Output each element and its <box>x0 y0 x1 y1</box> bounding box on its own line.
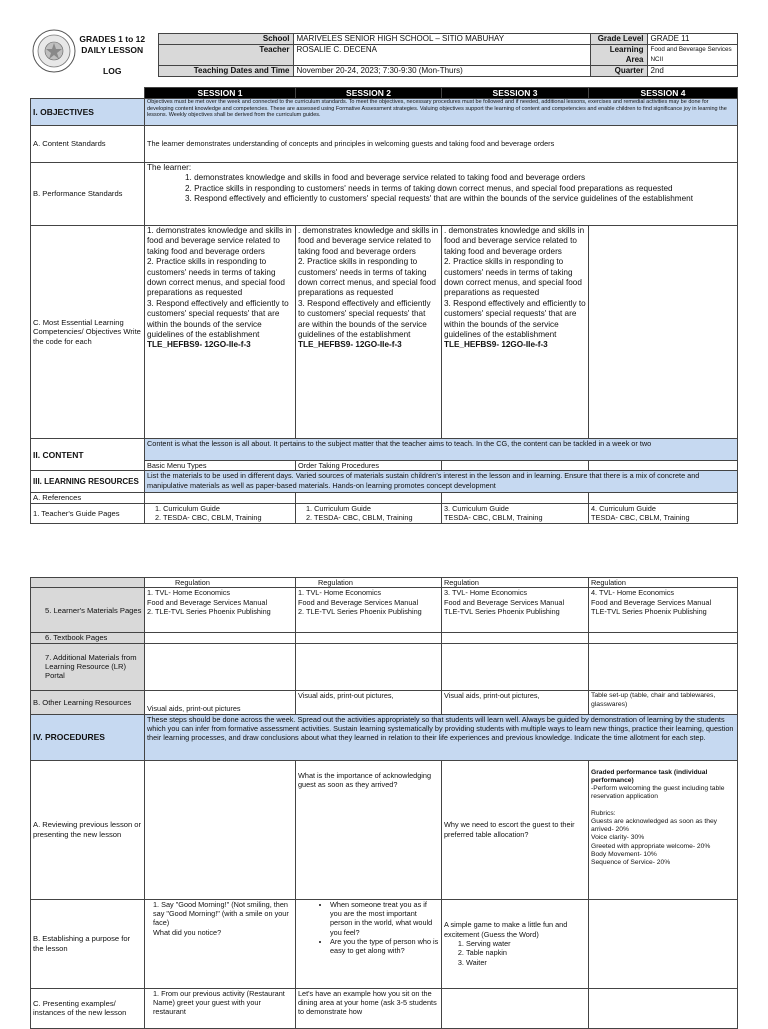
lm-session-4: 4. TVL- Home Economics Food and Beverage Services Manual TLE-TVL Series Phoenix Publishing <box>589 588 738 633</box>
ol-session-2: Visual aids, print-out pictures, <box>296 690 442 714</box>
b-session-3-item-2: 2. Table napkin <box>466 948 586 957</box>
procedures-note: These steps should be done across the week. Spread out the activities appropriately so that students will learn well. Always be guided by demonstration of learning by the students which you can infer from formative assessment activities. Sustain learning systematically by providing students with multiple ways to learn new things, practice their learning, question their learning processes, and draw conclusions about what they learned in relation to their life experiences and previous knowledge. Indicate the time allotment for each step. <box>145 714 738 760</box>
dates-label: Teaching Dates and Time <box>158 66 293 77</box>
lm-session-2: 1. TVL- Home Economics Food and Beverage Services Manual 2. TLE-TVL Series Phoenix Publishing <box>296 588 442 633</box>
regulation-session-3: Regulation <box>442 578 589 588</box>
content-standards-label: A. Content Standards <box>31 126 145 163</box>
graded-task-title: Graded performance task (individual performance) <box>591 768 708 784</box>
regulation-session-4: Regulation <box>589 578 738 588</box>
content-session-2: Order Taking Procedures <box>296 461 442 471</box>
melc-text-2: . demonstrates knowledge and skills in food and beverage service related to taking food and beverage orders 2. Practice skills in responding to customers' needs in terms of taking down correct menus, and special food preparations as requested 3. Respond effectively and efficiently to customers' special requests' that are within the bounds of the service guidelines of the establishment <box>298 226 439 340</box>
procedures-label: IV. PROCEDURES <box>31 714 145 760</box>
performance-item-3: 3. Respond effectively and efficiently to customers' special requests' that are within the bounds of the service guidelines of the establishment <box>185 194 694 204</box>
performance-standards-cell <box>145 163 738 226</box>
tg-session-4: 4. Curriculum Guide TESDA- CBC, CBLM, Training <box>589 503 738 523</box>
purpose-label: B. Establishing a purpose for the lesson <box>31 899 145 988</box>
b-session-2-item-1: • When someone treat you as if you are the most important person in the world, what would you feel? <box>330 900 439 937</box>
melc-code-3: TLE_HEFBS9- 12GO-IIe-f-3 <box>444 340 548 350</box>
school-label: School <box>158 34 293 45</box>
teacher-value: ROSALIE C. DECENA <box>293 45 590 66</box>
melc-session-2 <box>296 226 442 439</box>
a-session-3: Why we need to escort the guest to their preferred table allocation? <box>442 760 589 899</box>
header-table <box>30 33 738 77</box>
session-3-header: SESSION 3 <box>442 88 589 99</box>
a-session-4 <box>589 760 738 899</box>
b-session-2-item-2: • Are you the type of person who is easy to get along with? <box>330 937 439 956</box>
session-4-header: SESSION 4 <box>589 88 738 99</box>
dll-table-part2 <box>30 577 738 1029</box>
dll-table-part1 <box>30 87 738 524</box>
tg-session-2: 1. Curriculum Guide 2. TESDA- CBC, CBLM, Training <box>296 503 442 523</box>
tg-session-1: 1. Curriculum Guide 2. TESDA- CBC, CBLM, Training <box>145 503 296 523</box>
regulation-session-1: Regulation <box>145 578 296 588</box>
school-value: MARIVELES SENIOR HIGH SCHOOL – SITIO MABUHAY <box>293 34 590 45</box>
content-label: II. CONTENT <box>31 439 145 471</box>
learning-area-value: Food and Beverage Services NCII <box>647 45 737 66</box>
performance-item-2: 2. Practice skills in responding to customers' needs in terms of taking down correct menus, and special food preparations as requested <box>185 183 673 193</box>
melc-session-3 <box>442 226 589 439</box>
learning-resources-note: List the materials to be used in different days. Varied sources of materials sustain children's interest in the lesson and in learning. Ensure that there is a mix of concrete and manipulative materials as well as paper-based materials. Hands-on learning promotes concept development <box>145 471 738 493</box>
dates-value: November 20-24, 2023; 7:30-9:30 (Mon-Thurs) <box>293 66 590 77</box>
b-session-3-item-1: 1. Serving water <box>466 939 586 948</box>
a-session-2: What is the importance of acknowledging guest as soon as they arrived? <box>296 760 442 899</box>
learners-materials-label: 5. Learner's Materials Pages <box>31 588 145 633</box>
content-standards-text: The learner demonstrates understanding of concepts and principles in welcoming guests and taking food and beverage orders <box>145 126 738 163</box>
reviewing-lesson-label: A. Reviewing previous lesson or presenting the new lesson <box>31 760 145 899</box>
textbook-pages-label: 6. Textbook Pages <box>31 633 145 643</box>
performance-intro: The learner: <box>147 163 192 172</box>
presenting-examples-label: C. Presenting examples/ instances of the new lesson <box>31 988 145 1028</box>
ol-session-1: Visual aids, print-out pictures <box>145 690 296 714</box>
learning-resources-label: III. LEARNING RESOURCES <box>31 471 145 493</box>
graded-task-body: -Perform welcoming the guest including table reservation application Rubrics: Guests are acknowledged as soon as they arrived- 20% Voice clarity- 30% Greeted with appropriate welcome- 20% Body Movement- 10% Sequence of Service- 20% <box>591 785 725 866</box>
additional-materials-label: 7. Additional Materials from Learning Resource (LR) Portal <box>31 643 145 690</box>
objectives-note: Objectives must be met over the week and connected to the curriculum standards. To meet the objectives, necessary procedures must be followed and if needed, additional lessons, exercises and remedial activities may be done for developing content knowledge and competencies. These are assessed using Formative Assessment strategies. Valuing objectives support the learning of content and competencies and enable children to find significance joy in learning the lessons. Weekly objectives shall be derived from the curriculum guides. <box>145 99 738 126</box>
regulation-session-2: Regulation <box>296 578 442 588</box>
c-session-1: 1. From our previous activity (Restaurant Name) greet your guest with your restaurant <box>145 988 296 1028</box>
melc-text-1: 1. demonstrates knowledge and skills in food and beverage service related to taking food and beverage orders 2. Practice skills in responding to customers' needs in terms of taking down correct menus, and special food preparations as requested 3. Respond effectively and efficiently to customers' special requests' that are within the bounds of the service guidelines of the establishment <box>147 226 292 340</box>
lm-session-3: 3. TVL- Home Economics Food and Beverage Services Manual TLE-TVL Series Phoenix Publishing <box>442 588 589 633</box>
melc-label: C. Most Essential Learning Competencies/ Objectives Write the code for each <box>31 226 145 439</box>
quarter-label: Quarter <box>590 66 647 77</box>
b-session-1: 1. Say "Good Morning!" (Not smiling, then say "Good Morning!" (with a smile on your face) What did you notice? <box>145 899 296 988</box>
objectives-label: I. OBJECTIVES <box>31 99 145 126</box>
session-1-header: SESSION 1 <box>145 88 296 99</box>
tg-session-3: 3. Curriculum Guide TESDA- CBC, CBLM, Training <box>442 503 589 523</box>
b-session-3-item-3: 3. Waiter <box>466 958 586 967</box>
melc-session-1 <box>145 226 296 439</box>
dll-title: DAILY LESSON <box>81 44 144 55</box>
quarter-value: 2nd <box>647 66 737 77</box>
log-title: LOG <box>103 65 122 76</box>
other-resources-label: B. Other Learning Resources <box>31 690 145 714</box>
melc-text-3: . demonstrates knowledge and skills in food and beverage service related to taking food and beverage orders 2. Practice skills in responding to customers' needs in terms of taking down correct menus, and special food preparations as requested 3. Respond effectively and efficiently to customers' special requests' that are within the bounds of the service guidelines of the establishment <box>444 226 586 340</box>
grades-title: GRADES 1 to 12 <box>79 33 146 44</box>
b-session-2 <box>296 899 442 988</box>
references-label: A. References <box>31 493 145 503</box>
melc-session-4 <box>589 226 738 439</box>
content-session-1: Basic Menu Types <box>145 461 296 471</box>
grade-level-label: Grade Level <box>590 34 647 45</box>
grade-level-value: GRADE 11 <box>647 34 737 45</box>
learning-area-label: Learning Area <box>590 45 647 66</box>
performance-item-1: 1. demonstrates knowledge and skills in food and beverage service related to taking food and beverage orders <box>185 173 586 183</box>
lm-session-1: 1. TVL- Home Economics Food and Beverage Services Manual 2. TLE-TVL Series Phoenix Publishing <box>145 588 296 633</box>
performance-standards-label: B. Performance Standards <box>31 163 145 226</box>
ol-session-3: Visual aids, print-out pictures, <box>442 690 589 714</box>
teacher-label: Teacher <box>158 45 293 66</box>
ol-session-4: Table set-up (table, chair and tablewares, glasswares) <box>589 690 738 714</box>
teachers-guide-label: 1. Teacher's Guide Pages <box>31 503 145 523</box>
session-2-header: SESSION 2 <box>296 88 442 99</box>
content-note: Content is what the lesson is all about. It pertains to the subject matter that the teacher aims to teach. In the CG, the content can be tackled in a week or two <box>145 439 738 461</box>
c-session-2: Let's have an example how you sit on the dining area at your home (ask 3-5 students to demonstrate how <box>296 988 442 1028</box>
melc-code-1: TLE_HEFBS9- 12GO-IIe-f-3 <box>147 340 251 350</box>
melc-code-2: TLE_HEFBS9- 12GO-IIe-f-3 <box>298 340 402 350</box>
b-session-3 <box>442 899 589 988</box>
b-session-3-intro: A simple game to make a little fun and excitement (Guess the Word) <box>444 920 568 939</box>
